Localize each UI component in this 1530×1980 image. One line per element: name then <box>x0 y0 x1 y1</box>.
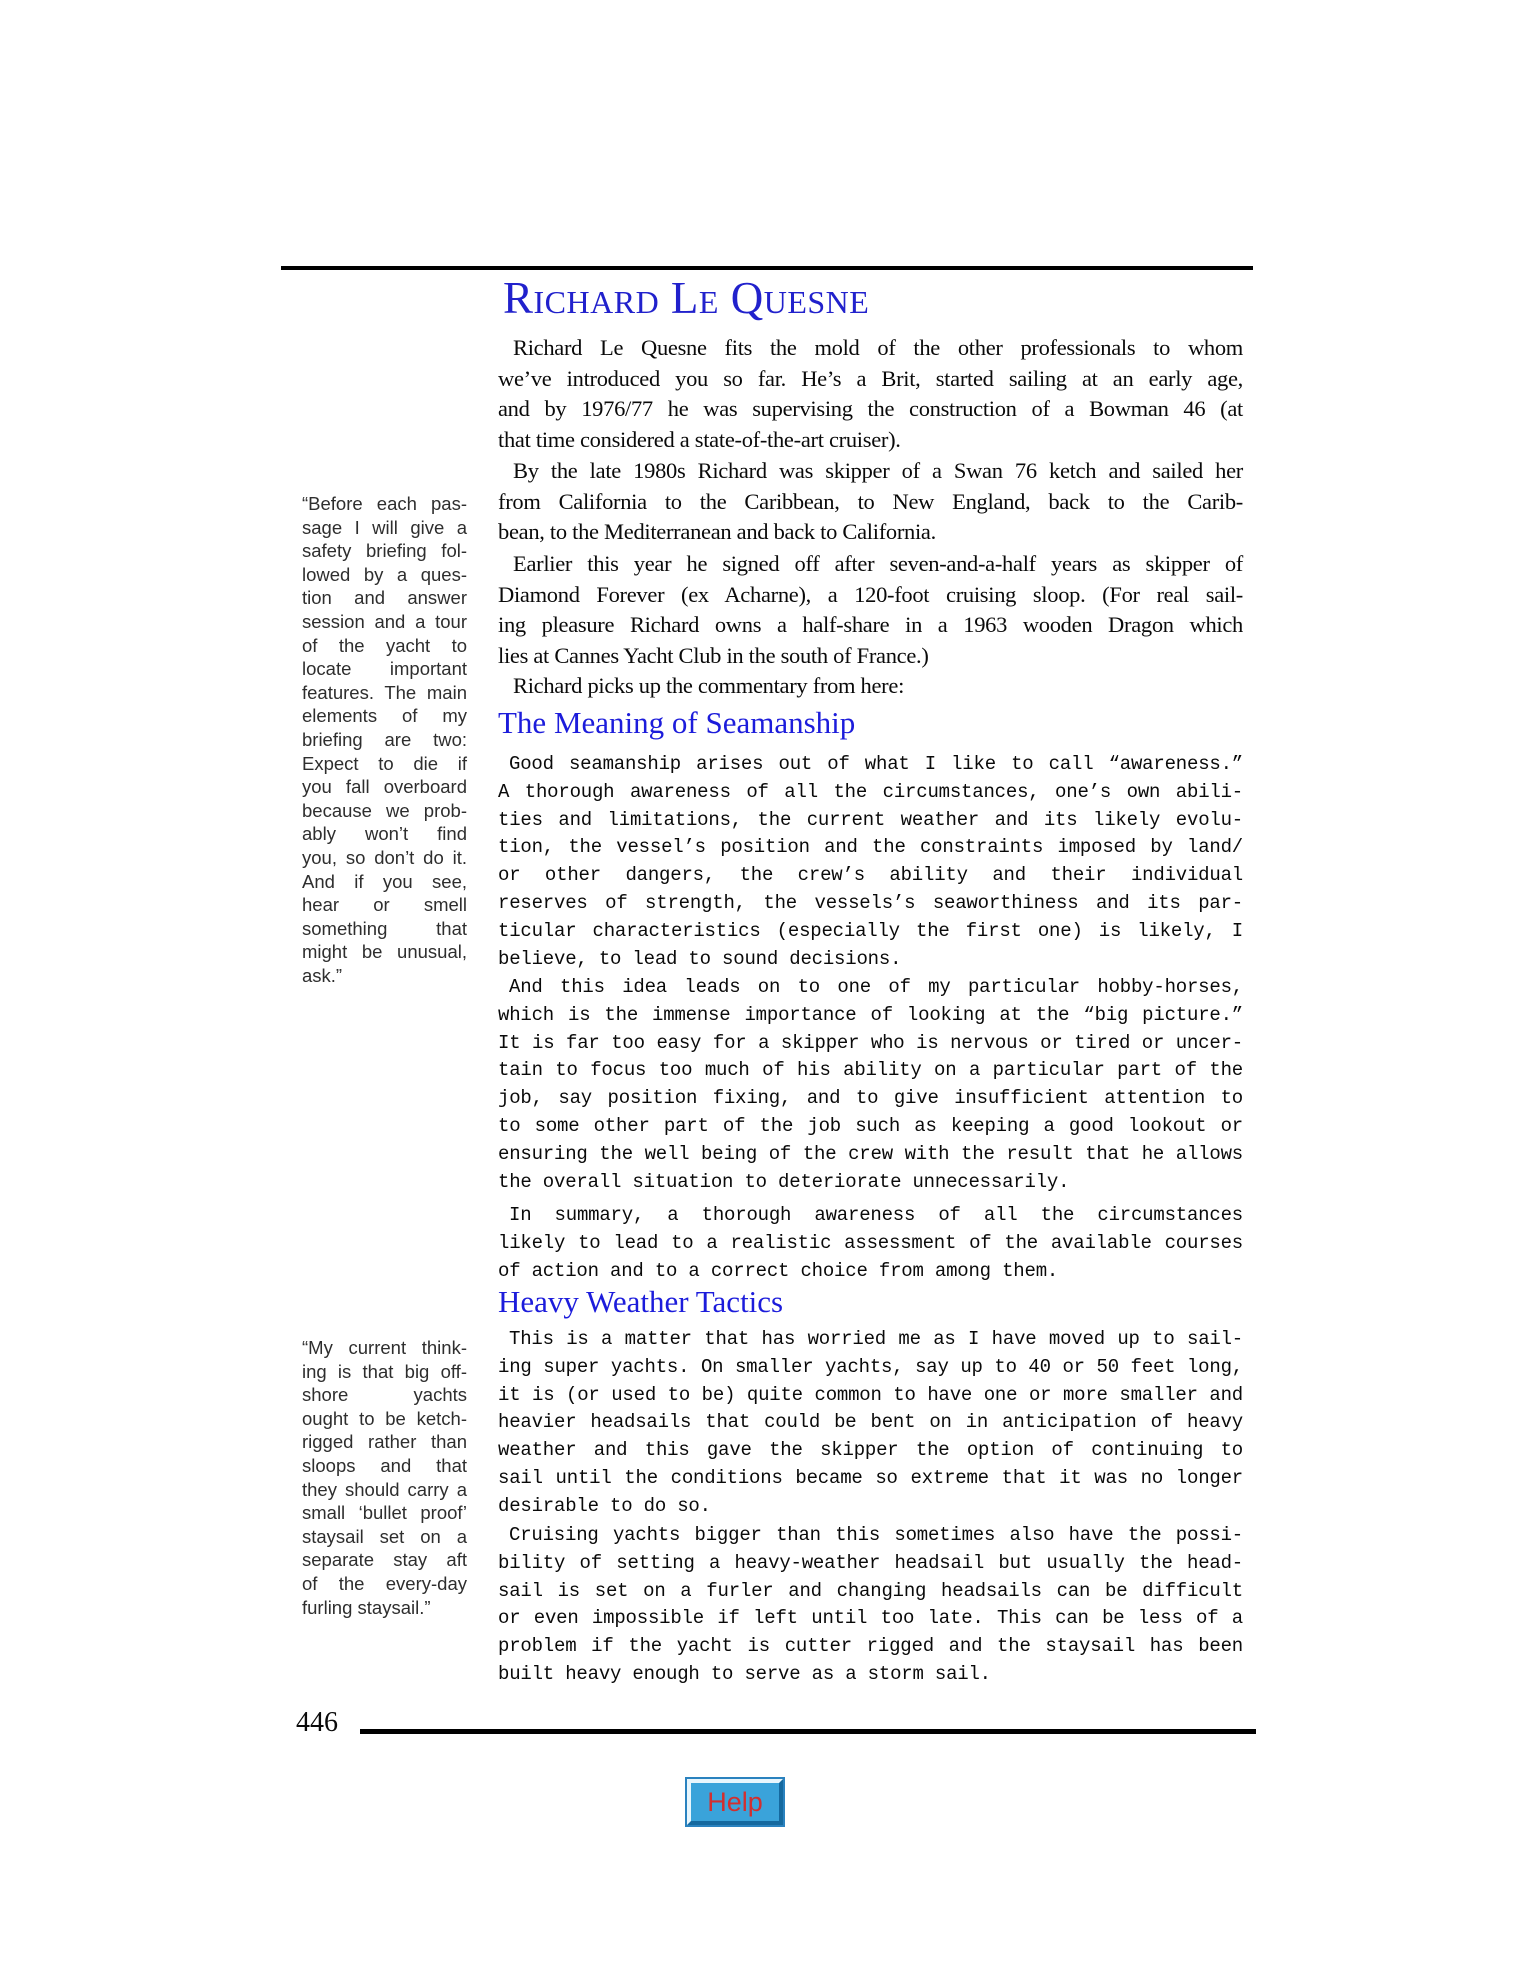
section-heading-heavy-weather-tactics: Heavy Weather Tactics <box>498 1284 784 1319</box>
page-number: 446 <box>296 1707 338 1738</box>
page-title: Richard Le Quesne <box>503 273 870 323</box>
section-heading-meaning-of-seamanship: The Meaning of Seamanship <box>498 705 856 740</box>
section-paragraph: In summary, a thorough awareness of all the circumstances likely to lead to a realistic assessment of the available courses of action and to a correct choice from among them. <box>498 1204 1243 1282</box>
section-paragraph: Good seamanship arises out of what I like to call “awareness.” A thorough awareness of all the circumstances, one’s own abili- ties and limitations, the current weather and its likely evolu- tion, the vessel’s position and the constraints imposed by land/ or other dangers, the crew’s ability and their individual reserves of strength, the vessels’s seaworthiness and its par- ticular characteristics (especially the first one) is likely, I believe, to lead to sound decisions. <box>498 753 1243 970</box>
intro-paragraph: Earlier this year he signed off after seven-and-a-half years as skipper of Diamond Forever (ex Acharne), a 120-foot cruising sloop. (For real sail- ing pleasure Richard owns a half-share in a 1963 wooden Dragon which lies at Cannes Yacht Club in the south of France.) <box>498 551 1243 668</box>
sidebar-quote-ketch-rigged: “My current think- ing is that big off- shore yachts ought to be ketch- rigged rather than sloops and that they should carry a small ‘bullet proof’ staysail set on a separate stay aft of the every-day furling staysail.” <box>302 1337 467 1618</box>
section-paragraph: Cruising yachts bigger than this sometimes also have the possi- bility of setting a heavy-weather headsail but usually the head- sail is set on a furler and changing headsails can be difficult or even impossible if left until too late. This can be less of a problem if the yacht is cutter rigged and the staysail has been built heavy enough to serve as a storm sail. <box>498 1524 1243 1685</box>
sidebar-quote-safety-briefing: “Before each pas- sage I will give a safety briefing fol- lowed by a ques- tion and answer session and a tour of the yacht to locate important features. The main elements of my briefing are two: Expect to die if you fall overboard because we prob- ably won’t find you, so don’t do it. And if you see, hear or smell something that might be unusual, ask.” <box>302 493 467 986</box>
intro-paragraph: By the late 1980s Richard was skipper of a Swan 76 ketch and sailed her from California to the Caribbean, to New England, back to the Carib- bean, to the Mediterranean and back to California. <box>498 458 1243 545</box>
section-paragraph: This is a matter that has worried me as I have moved up to sail- ing super yachts. On smaller yachts, say up to 40 or 50 feet long, it is (or used to be) quite common to have one or more smaller and heavier headsails that could be bent on in anticipation of heavy weather and this gave the skipper the option of continuing to sail until the conditions became so extreme that it was no longer desirable to do so. <box>498 1328 1243 1517</box>
intro-paragraph: Richard picks up the commentary from here: <box>513 673 905 698</box>
help-button-face <box>687 1779 783 1825</box>
help-button-label: Help <box>707 1786 763 1817</box>
help-button[interactable] <box>685 1777 785 1827</box>
top-rule <box>281 266 1253 270</box>
intro-paragraph: Richard Le Quesne fits the mold of the other professionals to whom we’ve introduced you so far. He’s a Brit, started sailing at an early age, and by 1976/77 he was supervising the construction of a Bowman 46 (at that time considered a state-of-the-art cruiser). <box>498 335 1243 452</box>
bottom-rule <box>360 1729 1256 1734</box>
section-paragraph: And this idea leads on to one of my particular hobby-horses, which is the immense importance of looking at the “big picture.” It is far too easy for a skipper who is nervous or tired or uncer- tain to focus too much of his ability on a particular part of the job, say position fixing, and to give insufficient attention to to some other part of the job such as keeping a good lookout or ensuring the well being of the crew with the result that he allows the overall situation to deteriorate unnecessarily. <box>498 976 1243 1193</box>
